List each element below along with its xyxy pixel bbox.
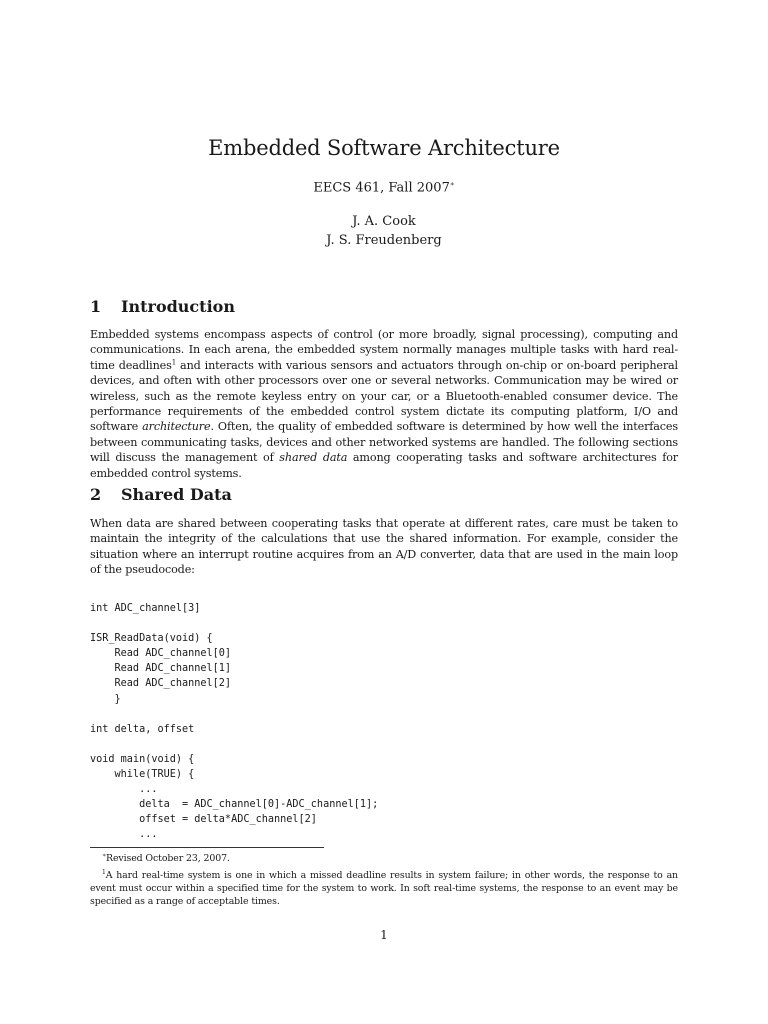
course-name: EECS 461, Fall 2007 (313, 180, 450, 196)
paragraph-text: and interacts with various sensors and actuators through on-chip or on-board peripheral devices, and often with other processors over one or several networks. Communication may be wired or wireless, such as the remote keyless entry on your car, or a Bluetooth-enabled consumer device. The performance requirements of the embedded control system dictate its computing platform, I/O and software (90, 358, 678, 434)
section-heading-introduction (90, 297, 235, 316)
footnote-hard-real-time (90, 866, 678, 909)
shared-data-paragraph: When data are shared between cooperating tasks that operate at different rates, care must be taken to maintain the integrity of the calculations that use the shared information. For example, consider the situation where an interrupt routine acquires from an A/D converter, data that are used in the main loop of the pseudocode: (90, 517, 678, 577)
paper-title: Embedded Software Architecture (208, 136, 560, 160)
footnote-divider (90, 847, 324, 848)
footnote-text: Revised October 23, 2007. (105, 853, 230, 865)
footnote-mark: ∗ (102, 852, 106, 859)
pseudocode-block: int ADC_channel[3] ISR_ReadData(void) { Read ADC_channel[0] Read ADC_channel[1] Read ADC_channel[2] } int delta, offset void main(void) { while(TRUE) { ... delta = ADC_channel[0]-ADC_channel[1]; offset = delta*ADC_channel[2] ... (90, 603, 379, 841)
paragraph-text: Embedded systems encompass aspects of control (or more broadly, signal processing), computing and communications. In each arena, the embedded system normally manages multiple tasks with hard real-time deadlines (90, 328, 678, 372)
author-name: J. S. Freudenberg (326, 233, 442, 248)
author-list (90, 212, 678, 250)
paragraph-text: . Often, the quality of embedded software is determined by how well the interfaces between communicating tasks, devices and other networked systems are handled. The following sections will discuss the management of (90, 420, 678, 465)
section-number: 1 (90, 297, 102, 316)
section-title: Shared Data (121, 485, 232, 504)
author-name: J. A. Cook (352, 214, 416, 229)
course-line (90, 180, 678, 195)
page-number: 1 (380, 928, 388, 942)
section-title: Introduction (121, 297, 235, 316)
footnote-mark: 1 (102, 868, 106, 876)
footnote-revision (90, 849, 678, 866)
introduction-paragraph (90, 327, 678, 481)
paper-page (90, 0, 678, 1024)
section-number: 2 (90, 485, 102, 504)
footnotes (90, 849, 678, 909)
course-footnote-mark: ∗ (449, 180, 455, 188)
paragraph-text: among cooperating tasks and software architectures for embedded control systems. (90, 451, 678, 480)
footnote-mark: 1 (171, 358, 177, 367)
section-heading-shared-data (90, 485, 232, 504)
emphasis-text: shared data (279, 451, 348, 465)
emphasis-text: architecture (142, 420, 211, 434)
footnote-text: A hard real-time system is one in which a missed deadline results in system failure; in other words, the response to an event must occur within a specified time for the system to work. In soft real-time systems, the response to an event may be specified as a range of acceptable times. (90, 869, 678, 908)
